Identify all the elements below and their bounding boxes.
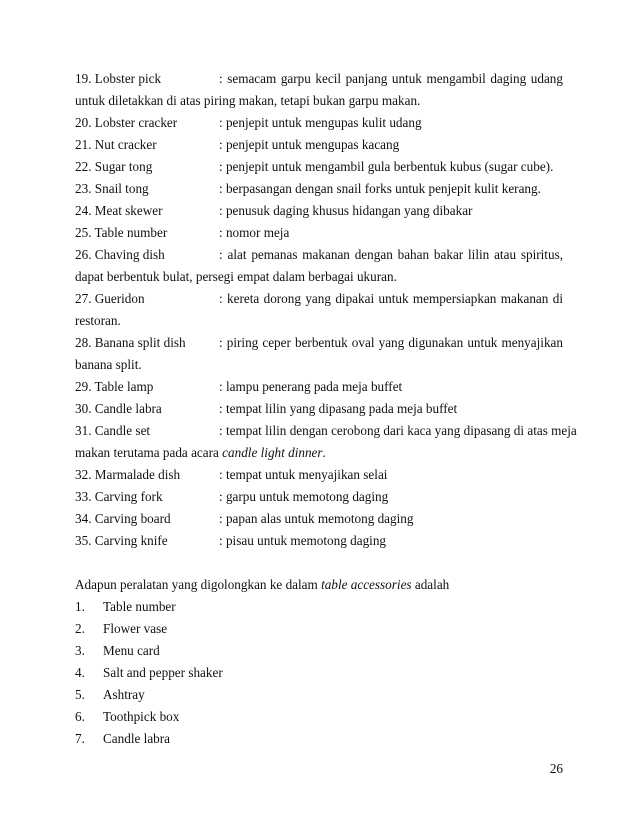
glossary-definition: : lampu penerang pada meja buffet <box>219 379 403 394</box>
accessory-number: 7. <box>75 731 85 746</box>
glossary-definition: : penjepit untuk mengupas kacang <box>219 137 400 152</box>
glossary-row <box>75 486 563 508</box>
glossary-continuation-text: banana split. <box>75 357 142 372</box>
glossary-definition: : papan alas untuk memotong daging <box>219 511 414 526</box>
table-accessories-intro <box>75 574 563 596</box>
glossary-definition: : penusuk daging khusus hidangan yang dibakar <box>219 203 473 218</box>
intro-after: adalah <box>411 577 450 592</box>
glossary-item <box>75 464 563 486</box>
glossary-row <box>75 156 563 178</box>
glossary-definition: : piring ceper berbentuk oval yang digunakan untuk menyajikan <box>219 335 563 350</box>
accessory-name: Menu card <box>103 643 160 658</box>
glossary-continuation-text: restoran. <box>75 313 121 328</box>
glossary-row <box>75 134 563 156</box>
glossary-row <box>75 178 563 200</box>
accessory-number: 4. <box>75 665 85 680</box>
intro-before: Adapun peralatan yang digolongkan ke dalam <box>75 577 322 592</box>
glossary-term: 28. Banana split dish <box>75 335 186 350</box>
glossary-row <box>75 376 563 398</box>
accessory-number: 5. <box>75 687 85 702</box>
glossary-row <box>75 530 563 552</box>
glossary-row <box>75 112 563 134</box>
glossary-term: 31. Candle set <box>75 423 151 438</box>
glossary-definition: : tempat lilin yang dipasang pada meja buffet <box>219 401 458 416</box>
glossary-item <box>75 420 577 464</box>
glossary-row <box>75 420 577 442</box>
glossary-term: 25. Table number <box>75 225 168 240</box>
glossary-term: 20. Lobster cracker <box>75 115 178 130</box>
glossary-definition: : kereta dorong yang dipakai untuk mempersiapkan makanan di <box>219 291 563 306</box>
glossary-definition: : garpu untuk memotong daging <box>219 489 389 504</box>
glossary-term: 27. Gueridon <box>75 291 145 306</box>
accessory-number: 3. <box>75 643 85 658</box>
equipment-glossary-list <box>75 68 577 552</box>
glossary-continuation-tail: . <box>322 445 326 460</box>
glossary-item <box>75 134 563 156</box>
glossary-item <box>75 200 563 222</box>
glossary-row <box>75 222 563 244</box>
glossary-item <box>75 288 563 332</box>
accessory-list-item <box>75 640 563 662</box>
glossary-continuation-text: untuk diletakkan di atas piring makan, tetapi bukan garpu makan. <box>75 93 421 108</box>
glossary-term: 29. Table lamp <box>75 379 154 394</box>
glossary-row <box>75 332 563 354</box>
glossary-term: 26. Chaving dish <box>75 247 165 262</box>
glossary-definition-continued <box>75 354 563 376</box>
accessory-name: Salt and pepper shaker <box>103 665 223 680</box>
glossary-definition-continued <box>75 266 563 288</box>
accessory-number: 2. <box>75 621 85 636</box>
glossary-term: 22. Sugar tong <box>75 159 153 174</box>
glossary-continuation-text: dapat berbentuk bulat, persegi empat dalam berbagai ukuran. <box>75 269 397 284</box>
glossary-item <box>75 68 563 112</box>
accessory-list-item <box>75 596 563 618</box>
accessory-name: Table number <box>103 599 176 614</box>
glossary-row <box>75 398 563 420</box>
page-number: 26 <box>549 761 563 776</box>
glossary-continuation-text: makan terutama pada acara <box>75 445 223 460</box>
glossary-row <box>75 508 563 530</box>
accessory-name: Ashtray <box>103 687 145 702</box>
intro-emphasis: table accessories <box>321 577 412 592</box>
document-page <box>75 68 577 750</box>
glossary-item <box>75 156 563 178</box>
glossary-item <box>75 112 563 134</box>
glossary-term: 23. Snail tong <box>75 181 149 196</box>
accessory-list-item <box>75 684 563 706</box>
glossary-definition-continued <box>75 90 563 112</box>
glossary-row <box>75 68 563 90</box>
glossary-definition: : alat pemanas makanan dengan bahan bakar lilin atau spiritus, <box>219 247 563 262</box>
glossary-row <box>75 464 563 486</box>
glossary-term: 24. Meat skewer <box>75 203 163 218</box>
glossary-term: 34. Carving board <box>75 511 171 526</box>
glossary-item <box>75 332 563 376</box>
glossary-item <box>75 530 563 552</box>
accessory-list-item <box>75 662 563 684</box>
glossary-item <box>75 222 563 244</box>
glossary-definition: : pisau untuk memotong daging <box>219 533 387 548</box>
glossary-term: 21. Nut cracker <box>75 137 157 152</box>
accessory-name: Toothpick box <box>103 709 180 724</box>
glossary-definition: : nomor meja <box>219 225 290 240</box>
glossary-item <box>75 244 563 288</box>
glossary-row <box>75 200 563 222</box>
accessory-number: 6. <box>75 709 85 724</box>
glossary-item <box>75 178 563 200</box>
glossary-definition-continued <box>75 310 563 332</box>
glossary-item <box>75 508 563 530</box>
glossary-definition: : semacam garpu kecil panjang untuk mengambil daging udang <box>219 71 563 86</box>
table-accessories-list <box>75 596 563 750</box>
glossary-term: 30. Candle labra <box>75 401 162 416</box>
accessory-list-item <box>75 728 563 750</box>
glossary-item <box>75 398 563 420</box>
accessory-name: Flower vase <box>103 621 168 636</box>
glossary-row <box>75 288 563 310</box>
accessory-list-item <box>75 706 563 728</box>
glossary-item <box>75 486 563 508</box>
accessory-list-item <box>75 618 563 640</box>
glossary-emphasis: candle light dinner <box>222 445 323 460</box>
glossary-term: 32. Marmalade dish <box>75 467 181 482</box>
glossary-definition: : berpasangan dengan snail forks untuk penjepit kulit kerang. <box>219 181 541 196</box>
accessory-name: Candle labra <box>103 731 171 746</box>
glossary-term: 33. Carving fork <box>75 489 163 504</box>
glossary-term: 35. Carving knife <box>75 533 168 548</box>
accessory-number: 1. <box>75 599 85 614</box>
glossary-term: 19. Lobster pick <box>75 71 162 86</box>
glossary-definition: : tempat lilin dengan cerobong dari kaca yang dipasang di atas meja <box>219 423 577 438</box>
glossary-row <box>75 244 563 266</box>
glossary-definition: : penjepit untuk mengupas kulit udang <box>219 115 422 130</box>
glossary-definition: : penjepit untuk mengambil gula berbentuk kubus (sugar cube). <box>219 159 554 174</box>
glossary-item <box>75 376 563 398</box>
glossary-definition-continued <box>75 442 563 464</box>
glossary-definition: : tempat untuk menyajikan selai <box>219 467 388 482</box>
